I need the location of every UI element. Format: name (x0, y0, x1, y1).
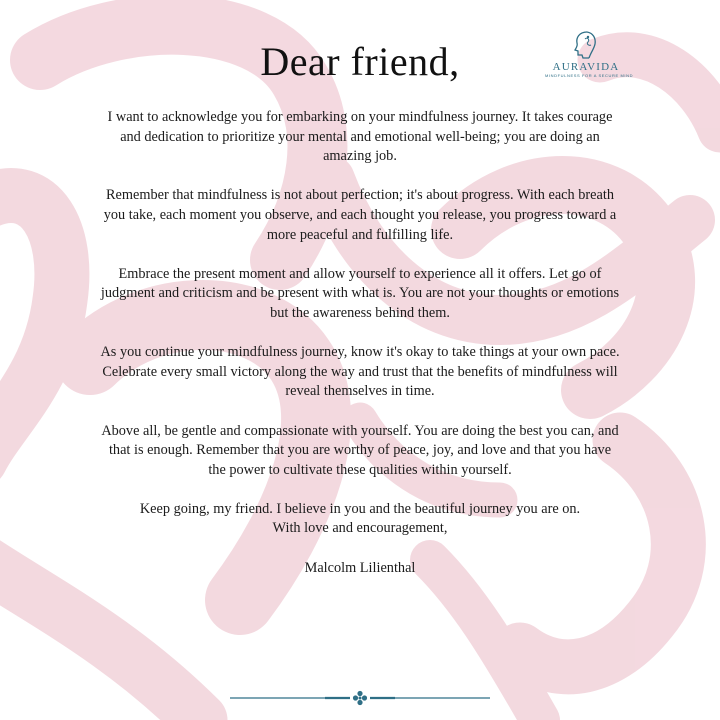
head-profile-icon (573, 30, 599, 60)
brand-name: AURAVIDA (552, 61, 620, 73)
letter-paragraph: As you continue your mindfulness journey, know it's okay to take things at your own pace. Celebrate every small victory along the way and trust that the benefits of mindfulness will reveal themselves in time. (100, 344, 620, 400)
letter-body (100, 108, 620, 598)
letter-paragraph: Embrace the present moment and allow yourself to experience all it offers. Let go of judgment and criticism and be present with what is. You are not your thoughts or emotions but the awareness behind them. (100, 265, 620, 321)
letter-paragraph: Above all, be gentle and compassionate with yourself. You are doing the best you can, and that is enough. Remember that you are worthy of peace, joy, and love and that you have the power to cultivate these qualities within yourself. (101, 422, 619, 478)
letter-closing: With love and encouragement, (272, 520, 448, 537)
brand-logo (545, 30, 634, 94)
letter-paragraph: I want to acknowledge you for embarking on your mindfulness journey. It takes courage and dedication to prioritize your mental and emotional well-being; you are doing an amazing job. (107, 109, 613, 165)
letter-greeting: Dear friend, (260, 39, 460, 84)
brand-tagline: MINDFULNESS FOR A SECURE MIND (545, 73, 634, 78)
ornamental-divider-icon (230, 690, 490, 706)
letter-paragraph: Keep going, my friend. I believe in you and the beautiful journey you are on. (139, 500, 581, 517)
letter-paragraph: Remember that mindfulness is not about perfection; it's about progress. With each breath you take, each moment you observe, and each thought you release, you progress toward a more peaceful and fulfilling life. (103, 187, 617, 243)
letter-signature: Malcolm Lilienthal (304, 559, 416, 576)
